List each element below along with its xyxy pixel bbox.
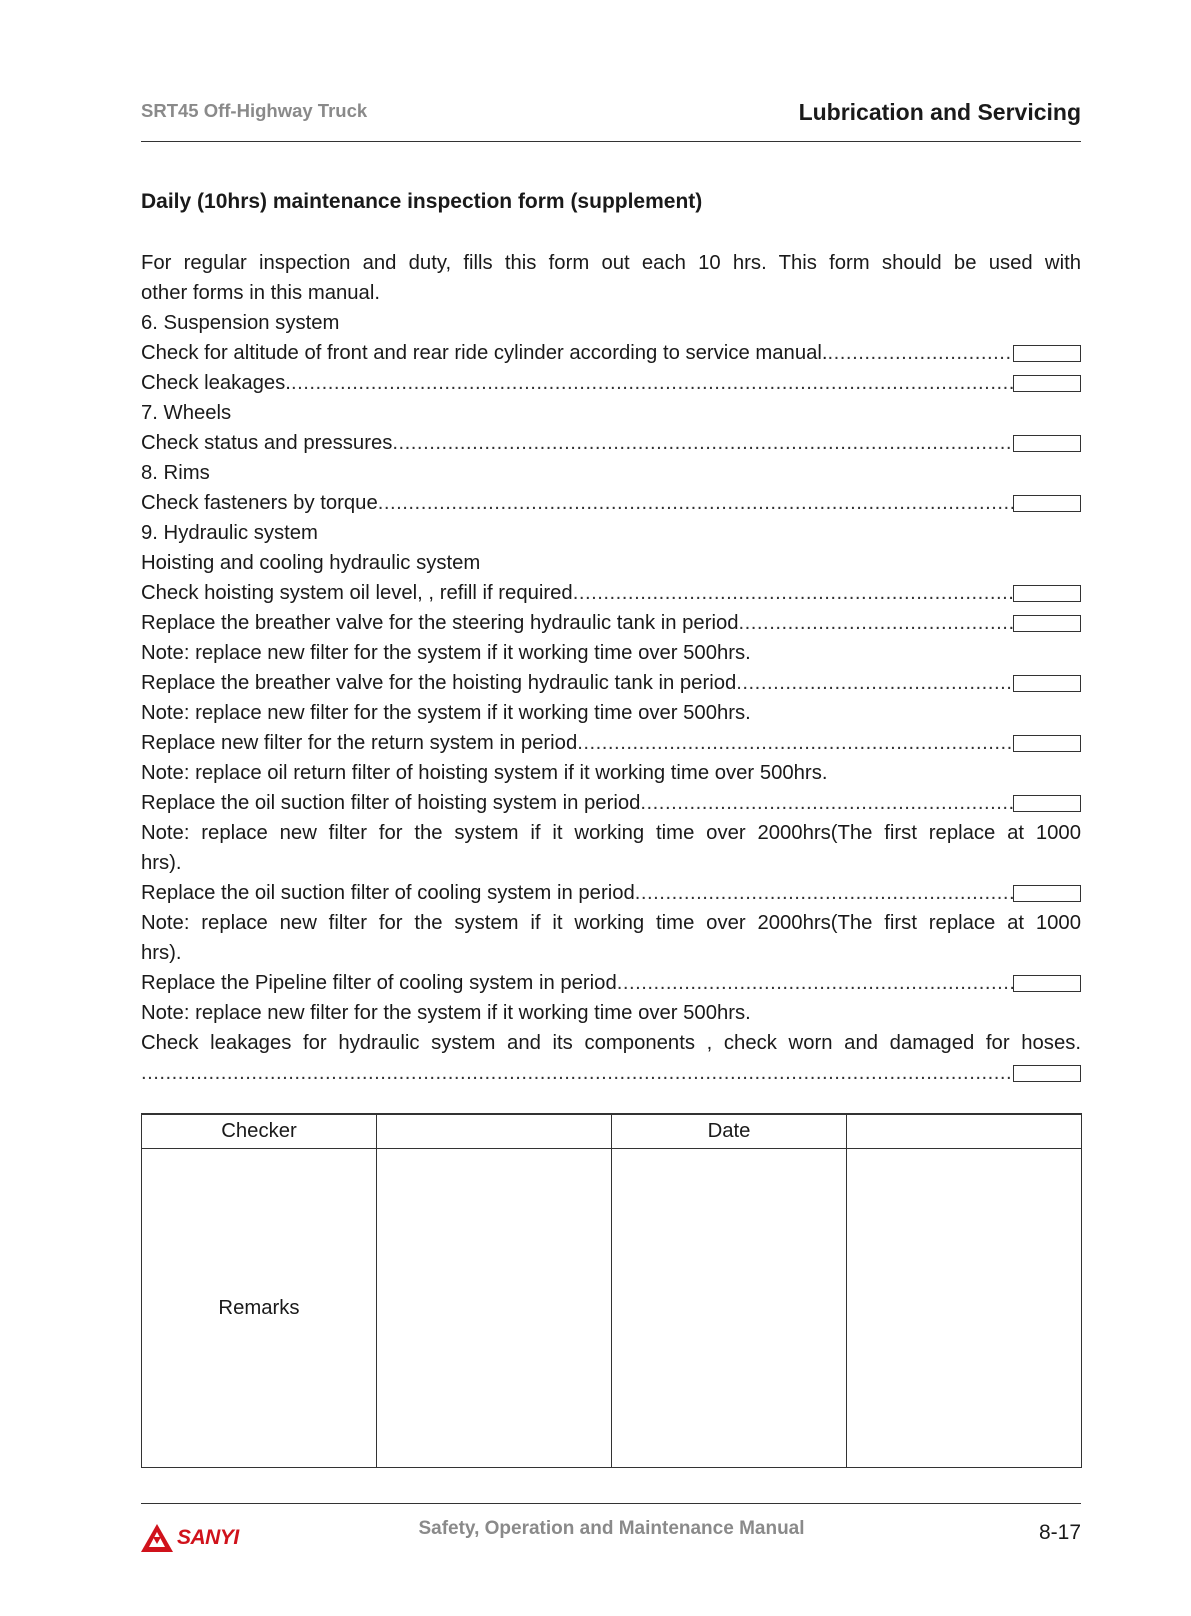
check-item — [141, 728, 1081, 758]
check-item-label: Check leakages. — [141, 372, 291, 394]
check-box[interactable] — [1013, 495, 1081, 512]
check-box[interactable] — [1013, 735, 1081, 752]
page-number: 8-17 — [1038, 1521, 1081, 1544]
footer-divider — [141, 1503, 1081, 1504]
intro-line-2: other forms in this manual. — [141, 282, 380, 304]
check-box[interactable] — [1013, 675, 1081, 692]
check-item — [141, 578, 1081, 608]
check-item — [141, 608, 1081, 638]
check-item — [141, 878, 1081, 908]
note-line: Note: replace new filter for the system if it working time over 500hrs. — [141, 1002, 751, 1024]
dot-leader — [635, 878, 1013, 908]
check-box[interactable] — [1013, 375, 1081, 392]
check-item-label: Replace new filter for the return system in period — [141, 732, 578, 754]
intro-line-1: For regular inspection and duty, fills this form out each 10 hrs. This form should be used with — [141, 252, 1081, 274]
form-title: Daily (10hrs) maintenance inspection form (supplement) — [141, 190, 703, 213]
dot-leader — [141, 1058, 1013, 1088]
dot-leader — [617, 968, 1013, 998]
check-item-label: Check for altitude of front and rear ride cylinder according to service manual. — [141, 342, 828, 364]
check-item-label: Check hoisting system oil level, , refill if required — [141, 582, 573, 604]
check-item — [141, 1058, 1081, 1088]
check-item-label: Replace the Pipeline filter of cooling system in period — [141, 972, 617, 994]
check-item — [141, 368, 1081, 398]
check-item — [141, 338, 1081, 368]
check-item — [141, 788, 1081, 818]
remarks-field[interactable] — [377, 1149, 612, 1468]
dot-leader — [291, 368, 1013, 398]
signoff-table — [141, 1113, 1082, 1468]
table-row — [142, 1149, 1082, 1468]
checker-field[interactable] — [377, 1114, 612, 1149]
dot-leader — [828, 338, 1013, 368]
brand-name: SANYI — [177, 1526, 239, 1549]
dot-leader — [640, 788, 1013, 818]
note-line: Note: replace new filter for the system if it working time over 500hrs. — [141, 642, 751, 664]
check-box[interactable] — [1013, 585, 1081, 602]
check-item — [141, 428, 1081, 458]
check-item-label: Replace the breather valve for the hoisting hydraulic tank in period — [141, 672, 737, 694]
remarks-field[interactable] — [612, 1149, 847, 1468]
note-line: Note: replace new filter for the system if it working time over 2000hrs(The first replace at 1000 — [141, 822, 1081, 844]
note-line: Note: replace oil return filter of hoisting system if it working time over 500hrs. — [141, 762, 828, 784]
check-item — [141, 668, 1081, 698]
check-item-label: Check fasteners by torque — [141, 492, 378, 514]
checklist — [141, 308, 1081, 1088]
note-line: Check leakages for hydraulic system and its components , check worn and damaged for hoses. — [141, 1032, 1081, 1054]
note-line: hrs). — [141, 852, 182, 874]
section-heading: 7. Wheels — [141, 402, 232, 424]
remarks-label: Remarks — [142, 1149, 377, 1468]
note-line: Note: replace new filter for the system if it working time over 500hrs. — [141, 702, 751, 724]
check-item — [141, 968, 1081, 998]
dot-leader — [739, 608, 1013, 638]
date-field[interactable] — [847, 1114, 1082, 1149]
check-item-label: Replace the oil suction filter of cooling system in period — [141, 882, 635, 904]
check-item-label: Replace the oil suction filter of hoisting system in period — [141, 792, 641, 814]
check-item-label: Check status and pressures — [141, 432, 393, 454]
dot-leader — [736, 668, 1013, 698]
doc-header-model: SRT45 Off-Highway Truck — [141, 100, 368, 121]
check-box[interactable] — [1013, 975, 1081, 992]
check-box[interactable] — [1013, 615, 1081, 632]
manual-title: Safety, Operation and Maintenance Manual — [418, 1518, 805, 1539]
table-row — [142, 1114, 1082, 1149]
section-heading: 9. Hydraulic system — [141, 522, 318, 544]
header-divider — [141, 141, 1081, 142]
note-line: Note: replace new filter for the system if it working time over 2000hrs(The first replace at 1000 — [141, 912, 1081, 934]
check-item-label: Replace the breather valve for the steering hydraulic tank in period — [141, 612, 739, 634]
form-content — [141, 248, 1081, 1088]
checker-label: Checker — [142, 1114, 377, 1149]
section-heading: 8. Rims — [141, 462, 210, 484]
section-heading: Hoisting and cooling hydraulic system — [141, 552, 481, 574]
check-item — [141, 488, 1081, 518]
doc-header-section: Lubrication and Servicing — [798, 99, 1081, 125]
dot-leader — [392, 428, 1013, 458]
check-box[interactable] — [1013, 435, 1081, 452]
check-box[interactable] — [1013, 885, 1081, 902]
check-box[interactable] — [1013, 345, 1081, 362]
date-label: Date — [612, 1114, 847, 1149]
check-box[interactable] — [1013, 795, 1081, 812]
dot-leader — [577, 728, 1013, 758]
note-line: hrs). — [141, 942, 182, 964]
dot-leader — [378, 488, 1013, 518]
dot-leader — [573, 578, 1013, 608]
check-box[interactable] — [1013, 1065, 1081, 1082]
section-heading: 6. Suspension system — [141, 312, 340, 334]
remarks-field[interactable] — [847, 1149, 1082, 1468]
